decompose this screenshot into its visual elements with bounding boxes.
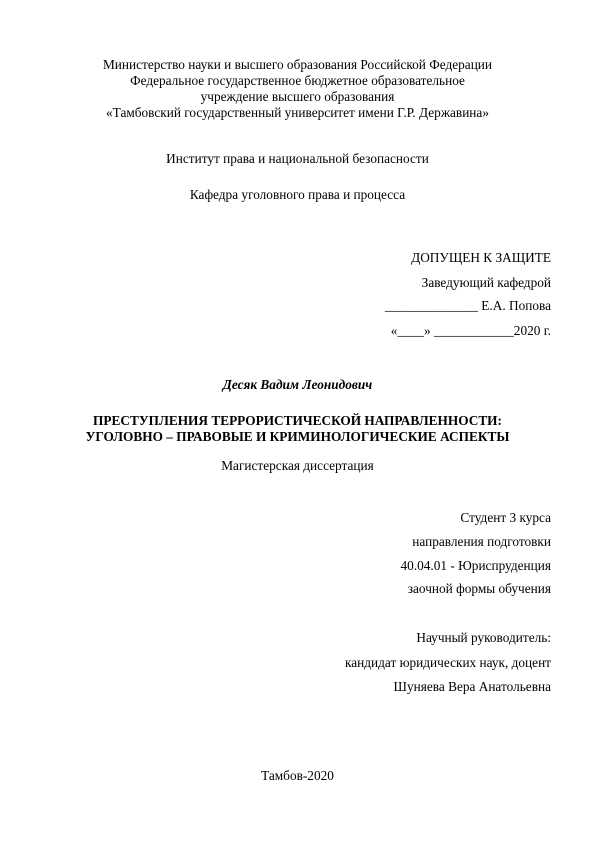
student-study-form: заочной формы обучения xyxy=(407,581,551,596)
institute-name: Институт права и национальной безопасности xyxy=(166,151,429,166)
university-name-line: «Тамбовский государственный университет имени Г.Р. Державина» xyxy=(106,105,489,120)
work-type: Магистерская диссертация xyxy=(221,458,374,473)
supervisor-name: Шуняева Вера Анатольевна xyxy=(393,679,551,694)
thesis-title-line-1: ПРЕСТУПЛЕНИЯ ТЕРРОРИСТИЧЕСКОЙ НАПРАВЛЕННОСТИ: xyxy=(93,413,502,428)
approval-signature-line: ______________ Е.А. Попова xyxy=(384,298,551,313)
department-name: Кафедра уголовного права и процесса xyxy=(189,187,406,202)
author-name: Десяк Вадим Леонидович xyxy=(222,377,373,392)
approval-position: Заведующий кафедрой xyxy=(421,275,551,290)
supervisor-label: Научный руководитель: xyxy=(416,630,551,645)
student-course: Студент 3 курса xyxy=(460,510,551,525)
approval-date-line: «____» ____________2020 г. xyxy=(390,323,551,338)
ministry-line: Министерство науки и высшего образования Российской Федерации xyxy=(102,57,493,72)
approval-title: ДОПУЩЕН К ЗАЩИТЕ xyxy=(411,250,551,265)
institution-type-line: Федеральное государственное бюджетное образовательное xyxy=(130,73,465,88)
student-direction-code: 40.04.01 - Юриспруденция xyxy=(400,558,551,573)
thesis-title-line-2: УГОЛОВНО – ПРАВОВЫЕ И КРИМИНОЛОГИЧЕСКИЕ АСПЕКТЫ xyxy=(85,429,510,444)
supervisor-degree: кандидат юридических наук, доцент xyxy=(344,655,551,670)
institution-level-line: учреждение высшего образования xyxy=(200,89,395,104)
student-direction-label: направления подготовки xyxy=(412,534,551,549)
city-year: Тамбов-2020 xyxy=(261,768,334,783)
